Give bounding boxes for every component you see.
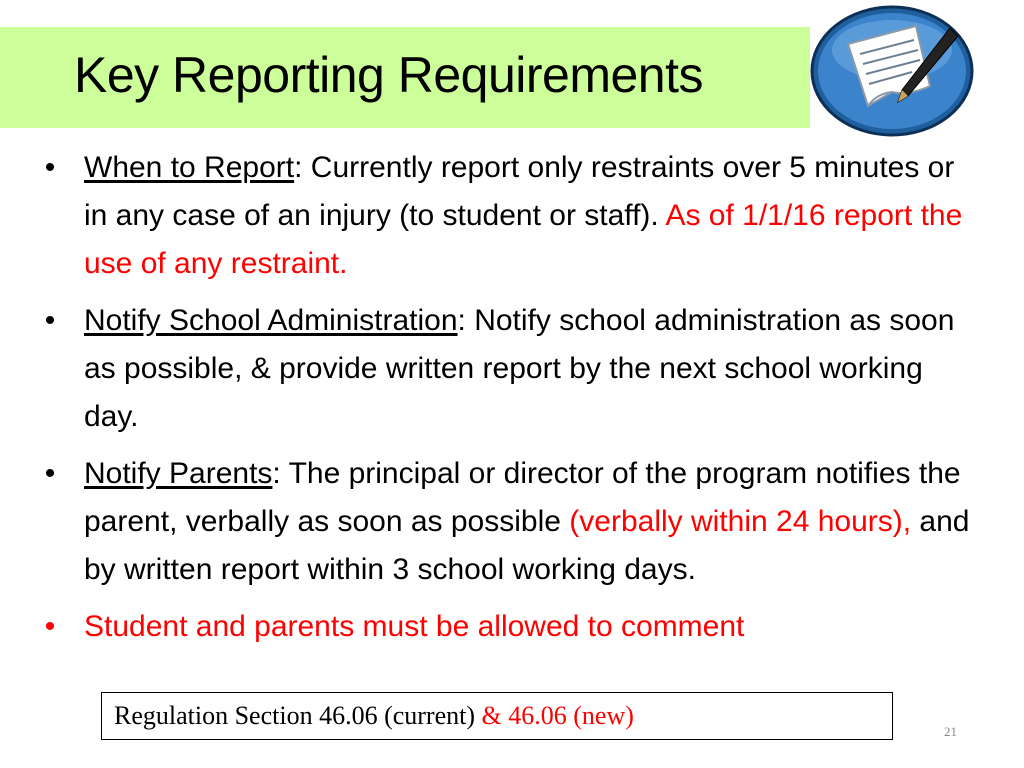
bullet-notify-administration: [40, 297, 975, 441]
bullet-emphasis: Student and parents must be allowed to comment: [84, 610, 745, 643]
bullet-label: Notify School Administration: [84, 304, 458, 337]
bullet-marker: •: [44, 304, 56, 337]
bullet-emphasis: (verbally within 24 hours),: [569, 505, 912, 538]
bullet-separator: :: [294, 151, 311, 184]
bullet-notify-parents: [40, 450, 975, 594]
bullet-text: Currently report only restraints over 5 minutes or in any case of an injury (to student or staff).: [84, 151, 955, 232]
slide-title: Key Reporting Requirements: [74, 47, 703, 103]
bullet-marker: •: [44, 151, 56, 184]
bullet-marker: •: [44, 457, 56, 490]
bullet-separator: :: [272, 457, 289, 490]
bullet-text: The principal or director of the program notifies the parent, verbally as soon as possible: [84, 457, 961, 538]
bullet-text: Notify school administration as soon as possible, & provide written report by the next school working day.: [84, 304, 955, 433]
bullet-emphasis: As of 1/1/16 report the use of any restraint.: [84, 199, 963, 280]
bullet-marker: •: [44, 610, 56, 643]
bullet-when-to-report: [40, 144, 975, 288]
bullet-separator: :: [457, 304, 475, 337]
bullet-label: Notify Parents: [84, 457, 273, 490]
page-number: 21: [944, 724, 957, 739]
bullet-comment: [40, 603, 975, 651]
document-with-pen-icon: [808, 4, 976, 138]
bullet-text-after: and by written report within 3 school working days.: [84, 505, 970, 586]
regulation-reference: [101, 692, 893, 740]
bullet-list: [40, 144, 975, 660]
reference-prefix: Regulation Section 46.06 (current): [114, 701, 482, 730]
reference-emphasis: & 46.06 (new): [481, 701, 634, 730]
bullet-label: When to Report: [84, 151, 295, 184]
